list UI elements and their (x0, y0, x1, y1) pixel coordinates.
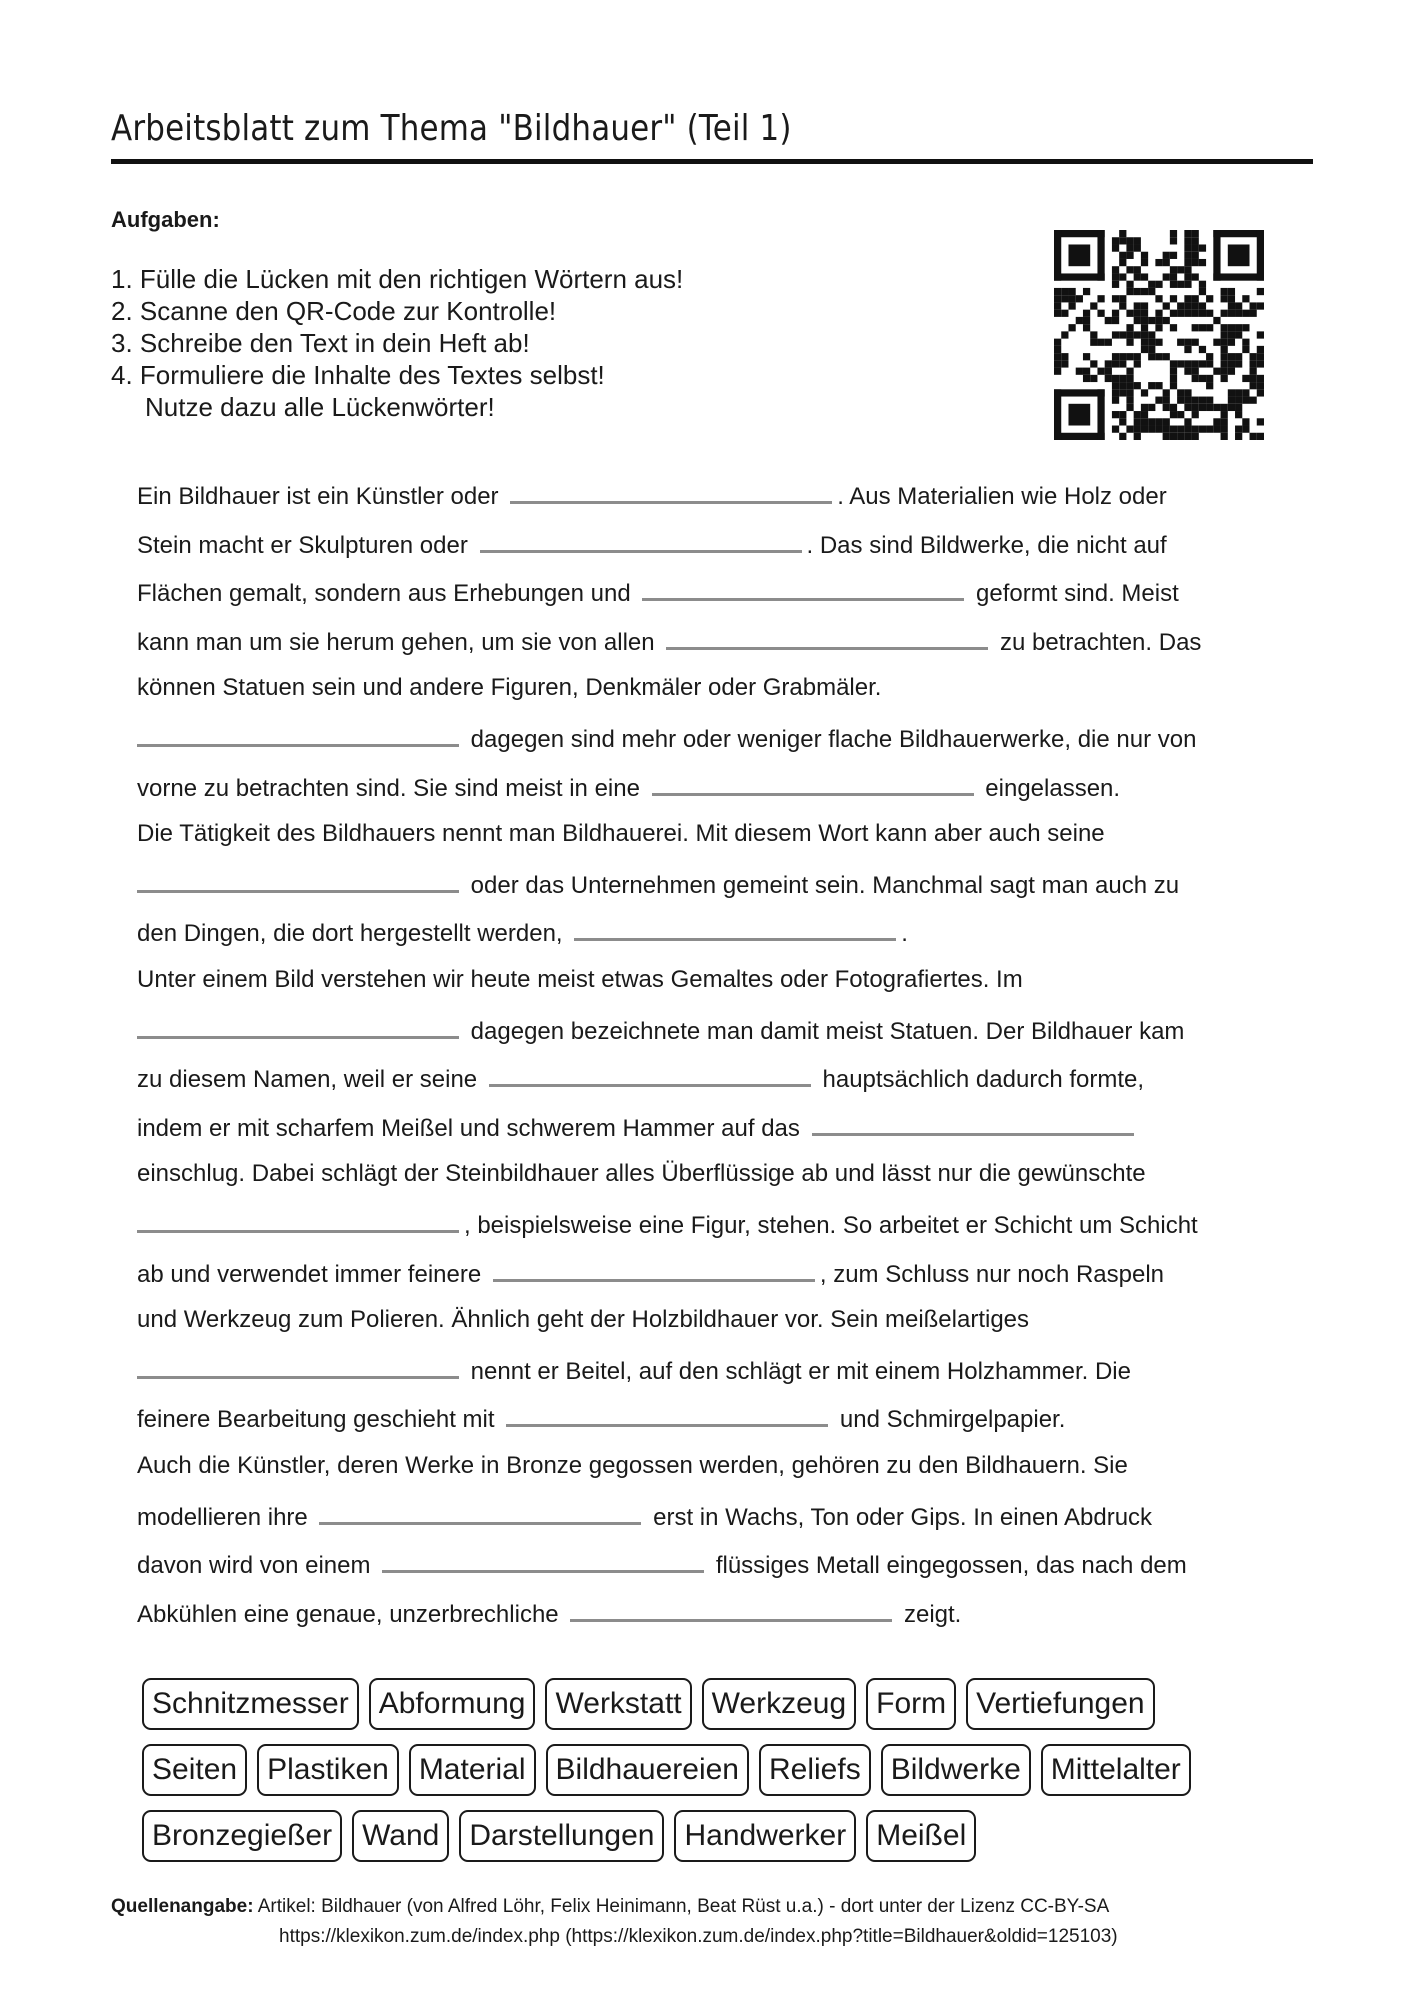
blank-field[interactable] (489, 1062, 811, 1087)
line-text: Auch die Künstler, deren Werke in Bronze gegossen werden, gehören zu den Bildhauern. Sie (137, 1452, 1128, 1479)
text-line (137, 868, 1179, 898)
line-text-after: hauptsächlich dadurch formte, (822, 1066, 1145, 1093)
text-line (137, 1500, 1152, 1530)
qr-code-icon[interactable] (1054, 230, 1264, 440)
word-chip[interactable]: Meißel (866, 1810, 976, 1862)
blank-field[interactable] (506, 1402, 828, 1427)
line-text-before: Stein macht er Skulpturen oder (137, 532, 468, 559)
text-line (137, 1451, 1128, 1481)
tasks-heading: Aufgaben: (111, 207, 220, 232)
text-line (137, 1597, 961, 1627)
line-text-before: Ein Bildhauer ist ein Künstler oder (137, 483, 499, 510)
word-chip[interactable]: Reliefs (759, 1744, 871, 1796)
word-chip[interactable]: Wand (352, 1810, 449, 1862)
blank-field[interactable] (480, 528, 802, 553)
text-line (137, 1159, 1146, 1189)
blank-field[interactable] (574, 916, 896, 941)
source-label: Quellenangabe: (111, 1896, 254, 1917)
line-text-before: den Dingen, die dort hergestellt werden, (137, 920, 563, 947)
word-chip[interactable]: Mittelalter (1041, 1744, 1191, 1796)
text-line (137, 1062, 1144, 1092)
text-line (137, 625, 1201, 655)
line-text-before: Flächen gemalt, sondern aus Erhebungen und (137, 580, 631, 607)
word-chip[interactable]: Werkstatt (545, 1678, 691, 1730)
word-chip[interactable]: Schnitzmesser (142, 1678, 359, 1730)
line-text-after: und Schmirgelpapier. (839, 1406, 1066, 1433)
word-chip[interactable]: Seiten (142, 1744, 247, 1796)
page-title: Arbeitsblatt zum Thema "Bildhauer" (Teil 1) (111, 108, 792, 149)
word-chip[interactable]: Form (866, 1678, 956, 1730)
blank-field[interactable] (319, 1500, 641, 1525)
blank-field[interactable] (137, 868, 459, 893)
text-line (137, 916, 908, 946)
text-line (137, 1354, 1131, 1384)
word-chip[interactable]: Vertiefungen (966, 1678, 1154, 1730)
word-chip[interactable]: Plastiken (257, 1744, 399, 1796)
blank-field[interactable] (137, 1014, 459, 1039)
line-text: können Statuen sein und andere Figuren, Denkmäler oder Grabmäler. (137, 674, 882, 701)
word-chip[interactable]: Bildhauereien (546, 1744, 749, 1796)
task-list (111, 263, 683, 423)
blank-field[interactable] (137, 1208, 459, 1233)
task-item: 2. Scanne den QR-Code zur Kontrolle! (111, 296, 557, 326)
line-text-before: zu diesem Namen, weil er seine (137, 1066, 478, 1093)
word-bank (142, 1678, 1282, 1876)
task-item: 3. Schreibe den Text in dein Heft ab! (111, 328, 530, 358)
text-line (137, 673, 881, 703)
line-text-after: eingelassen. (985, 775, 1121, 802)
line-text-after: geformt sind. Meist (976, 580, 1179, 607)
title-divider (111, 159, 1313, 164)
line-text-after: flüssiges Metall eingegossen, das nach dem (715, 1552, 1187, 1579)
task-item: 4. Formuliere die Inhalte des Textes selbst! (111, 360, 605, 390)
line-text: Die Tätigkeit des Bildhauers nennt man Bildhauerei. Mit diesem Wort kann aber auch seine (137, 820, 1105, 847)
text-line (137, 479, 1167, 509)
word-chip[interactable]: Bildwerke (881, 1744, 1031, 1796)
word-chip[interactable]: Bronzegießer (142, 1810, 342, 1862)
blank-field[interactable] (493, 1257, 815, 1282)
word-chip[interactable]: Abformung (369, 1678, 536, 1730)
line-text-before: indem er mit scharfem Meißel und schwerem Hammer auf das (137, 1115, 800, 1142)
word-chip[interactable]: Werkzeug (702, 1678, 857, 1730)
line-text-after: . Aus Materialien wie Holz oder (837, 483, 1167, 510)
text-line (137, 819, 1105, 849)
blank-field[interactable] (666, 625, 988, 650)
text-line (137, 1305, 1029, 1335)
line-text-before: kann man um sie herum gehen, um sie von allen (137, 629, 655, 656)
source-url[interactable]: https://klexikon.zum.de/index.php (https://klexikon.zum.de/index.php?title=Bildhauer&oldid=125103) (279, 1926, 1118, 1947)
word-chip[interactable]: Handwerker (674, 1810, 856, 1862)
blank-field[interactable] (642, 576, 964, 601)
line-text: und Werkzeug zum Polieren. Ähnlich geht der Holzbildhauer vor. Sein meißelartiges (137, 1306, 1030, 1333)
text-line (137, 1111, 1139, 1141)
text-line (137, 1208, 1198, 1238)
task-item: Nutze dazu alle Lückenwörter! (145, 392, 495, 422)
line-text-after: , beispielsweise eine Figur, stehen. So arbeitet er Schicht um Schicht (464, 1212, 1198, 1239)
line-text-after: zu betrachten. Das (999, 629, 1202, 656)
line-text-after: , zum Schluss nur noch Raspeln (819, 1261, 1165, 1288)
line-text-after: . Das sind Bildwerke, die nicht auf (806, 532, 1167, 559)
word-chip[interactable]: Darstellungen (459, 1810, 664, 1862)
line-text-after: dagegen sind mehr oder weniger flache Bildhauerwerke, die nur von (470, 726, 1197, 753)
blank-field[interactable] (137, 722, 459, 747)
line-text: Unter einem Bild verstehen wir heute meist etwas Gemaltes oder Fotografiertes. Im (137, 966, 1023, 993)
text-line (137, 528, 1167, 558)
line-text-after: zeigt. (903, 1601, 962, 1628)
line-text-before: feinere Bearbeitung geschieht mit (137, 1406, 495, 1433)
word-chip[interactable]: Material (409, 1744, 536, 1796)
line-text-after: . (901, 920, 908, 947)
text-line (137, 771, 1120, 801)
text-line (137, 576, 1179, 606)
task-item: 1. Fülle die Lücken mit den richtigen Wörtern aus! (111, 264, 684, 294)
line-text-after: oder das Unternehmen gemeint sein. Manchmal sagt man auch zu (470, 872, 1180, 899)
text-line (137, 1548, 1187, 1578)
line-text-before: modellieren ihre (137, 1504, 308, 1531)
line-text-before: Abkühlen eine genaue, unzerbrechliche (137, 1601, 559, 1628)
text-line (137, 965, 1023, 995)
text-line (137, 722, 1196, 752)
word-bank-row (142, 1744, 1282, 1796)
blank-field[interactable] (382, 1548, 704, 1573)
line-text-before: ab und verwendet immer feinere (137, 1261, 482, 1288)
blank-field[interactable] (510, 479, 832, 504)
text-line (137, 1257, 1164, 1287)
blank-field[interactable] (137, 1354, 459, 1379)
source-text: Artikel: Bildhauer (von Alfred Löhr, Felix Heinimann, Beat Rüst u.a.) - dort unter der Lizenz CC-BY-SA (253, 1896, 1110, 1917)
line-text-after: nennt er Beitel, auf den schlägt er mit einem Holzhammer. Die (470, 1358, 1131, 1385)
word-bank-row (142, 1810, 1282, 1862)
blank-field[interactable] (570, 1597, 892, 1622)
text-line (137, 1014, 1184, 1044)
blank-field[interactable] (652, 771, 974, 796)
line-text: einschlug. Dabei schlägt der Steinbildhauer alles Überflüssige ab und lässt nur die gewünschte (137, 1160, 1146, 1187)
line-text-before: vorne zu betrachten sind. Sie sind meist in eine (137, 775, 640, 802)
line-text-after: dagegen bezeichnete man damit meist Statuen. Der Bildhauer kam (470, 1018, 1185, 1045)
text-line (137, 1402, 1065, 1432)
source-note (111, 1892, 1118, 1952)
line-text-after: erst in Wachs, Ton oder Gips. In einen Abdruck (653, 1504, 1153, 1531)
blank-field[interactable] (812, 1111, 1134, 1136)
word-bank-row (142, 1678, 1282, 1730)
line-text-before: davon wird von einem (137, 1552, 371, 1579)
